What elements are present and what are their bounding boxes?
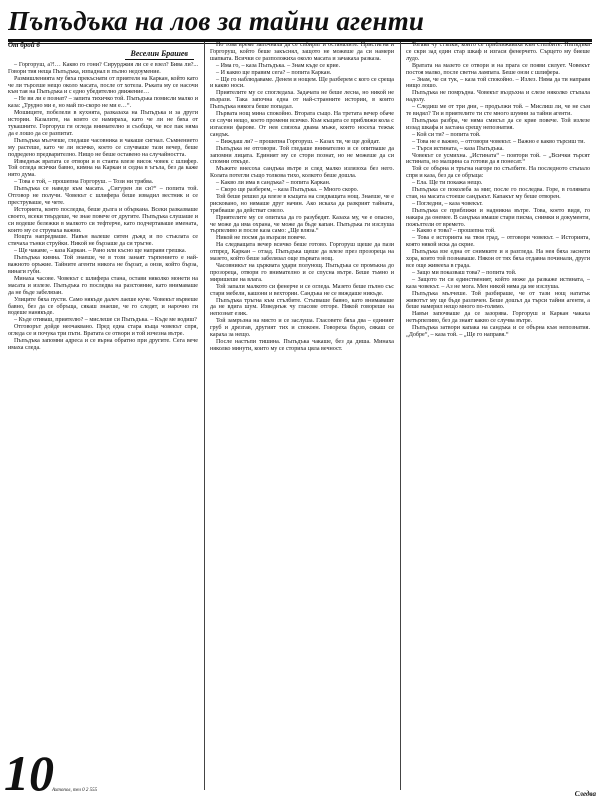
paragraph: Първата нощ мина спокойно. Втората също. На третата вечер обаче се случи нещо, което промени всичко. Към къщата се приближи кола с изгасени фарове. От нея слязоха двама мъже, които носеха тежък сандък. (210, 111, 394, 138)
paragraph: После настъпи тишина. Пъпъдъка чакаше, без да диша. Минаха няколко минути, които му се сториха цяла вечност. (210, 338, 394, 352)
paragraph: – Следиш ме от три дни, – продължи той. – Мислиш ли, че не съм те видял? Ти и приятелите ти сте много шумни за тайни агенти. (406, 104, 590, 118)
paragraph: – Това е той, – прошепна Горгоруш. – Този ни трябва. (14, 179, 154, 186)
paragraph: – Къде отиваш, приятелю? – мислеше си Пъпъдъка. – Къде ме водиш? (14, 317, 197, 324)
article-column-1 (8, 42, 198, 790)
paragraph: – Не ви ли е познат? – запита тихичко той. Пъпъдъка помисли малко и каза: „Трудно ми е, но май по-скоро не ми е…“. (8, 96, 198, 110)
footer-info: Ахтопол, тел 0 2 555 (52, 788, 98, 793)
paragraph: Минаха часове. Човекът с шлифера стана, остави няколко монети на масата и излезе. Пъпъдъка го последва на разстояние, като внимаваше да не бъде забелязан. (8, 275, 198, 296)
paragraph: – Знам, че си тук, – каза той спокойно. – Излез. Няма да ти направя нищо лошо. (406, 76, 590, 90)
paragraph: Той беше решил да влезе в къщата на следващата нощ. Знаеше, че е рисковано, но нямаше друг начин. Ако искаха да разкрият тайната, трябваше да действат смело. (210, 193, 394, 214)
paragraph: Пъпъдъка тръгна към стълбите. Стъпваше бавно, като внимаваше да не вдига шум. Изведнъж чу гласове отгоре. Някой говореше на непознат език. (210, 297, 394, 318)
paragraph: Пъпъдъка не отговори. Той гледаше внимателно и се опитваше да запомни лицата. Единият му се стори познат, но не можеше да си спомни откъде. (210, 145, 394, 166)
paragraph: По това време започнаха да се събират и останалите. Пристигна и Горгоруш, който беше закъснял, защото не можеше да си намери шапката. Всички се разположиха около масата и зачакаха разказа. (210, 42, 394, 62)
paragraph: Никой не посмя да възрази повече. (216, 235, 307, 242)
paragraph: Нощта напредваше. Навън валеше ситен дъжд и по стъклата се стичаха тънки струйки. Никой не бързаше да си тръгне. (8, 234, 198, 248)
column-2-text (210, 42, 394, 353)
paragraph: Отговорът дойде неочаквано. Пред една стара къща човекът спря, огледа се и почука три пъти. Вратата се отвори и той изчезна вътре. (8, 324, 198, 338)
paragraph: – Защо ми показваш това? – попита той. (412, 269, 517, 276)
byline-wrap (8, 48, 198, 60)
paragraph: Историята, която последва, беше дълга и объркана. Всеки разказваше своето, всеки твърдеше, че знае повече от другите. Пъпъдъка слушаше и си водеше бележки в малкото си тефтерче, като подчертаваше имената, които му се струваха важни. (8, 206, 198, 234)
paragraph: Размишленията му бяха прекъснати от приятеля на Каркан, който като че ли търсеше нещо около масата, после от хотела. Ръката му се насочи към тая на Пъпъдъка и с едно убедително движение… (8, 75, 198, 96)
article-column-2 (204, 42, 394, 790)
paragraph: Навън започваше да се зазорява. Горгоруш и Каркан чакаха нетърпеливо, без да знаят какво се случва вътре. (406, 311, 590, 325)
paragraph: – Това е историята на твоя град, – отговори човекът. – Историята, която някой иска да скрие. (406, 235, 590, 249)
paragraph: Той замръзна на място и се заслуша. Гласовете бяха два – единият груб и дрезгав, другият тих и спокоен. Говореха бързо, сякаш се караха за нещо. (210, 318, 394, 339)
paragraph: Мъжете внесоха сандъка вътре и след малко излязоха без него. Колата потегли също толкова тихо, колкото беше дошла. (210, 166, 394, 180)
source-note: От брой 6 (8, 42, 40, 49)
paragraph: – Това не е важно, – отговори човекът. – Важно е какво търсиш ти. (412, 138, 586, 145)
paragraph: – Погледни, – каза човекът. (412, 200, 483, 207)
paragraph: – Кой си ти? – попита той. (412, 131, 481, 138)
paragraph: Пъпъдъка се наведе към масата. „Сигурен ли си?“ – попита той. Отговор не получи. Човекът с шлифера беше извадил вестник и се преструваше, че чете. (8, 186, 198, 206)
paragraph: – Има го, – каза Пъпъдъка. – Знам къде се крие. (216, 62, 340, 69)
paragraph: Изведнъж вратата се отвори и в стаята влезе висок човек с шлифер. Той огледа всички бавно, кимна на Каркан и седна в ъгъла, без да каже нито дума. (8, 158, 198, 179)
paragraph: Пъпъдъка затвори капака на сандъка и се обърна към непознатия. „Добре“, – каза той. – „Ще го направя.“ (406, 325, 590, 339)
paragraph: Пъпъдъка мълчеше, гледаше часовника и чакаше сигнал. Съмнението му растеше, като че ли всичко, което се случваше тази вечер, беше подредено предварително. Нищо не беше оставено на случайността. (8, 137, 198, 158)
paragraph: Пъпъдъка се поколеба за миг, после го последва. Горе, в голямата стая, на масата стоеше сандъкът. Капакът му беше отворен. (406, 187, 590, 200)
meta-row (8, 42, 198, 49)
continued-label: Следва (574, 790, 596, 798)
paragraph: – Какво ли има в сандъка? – попита Каркан. (216, 180, 331, 187)
paragraph: – Търся истината, – каза Пъпъдъка. (412, 145, 504, 152)
paragraph: – Виждаш ли? – прошепна Горгоруш. – Казах ти, че ще дойдат. (216, 138, 380, 145)
paragraph: Приятелите му се спогледаха. Задачата не беше лесна, но никой не възрази. Така започна една от най-странните истории, в които Пъпъдъка някога беше попадал. (210, 90, 394, 111)
paragraph: Пъпъдъка запомни адреса и се върна обратно при другите. Сега вече имаха следа. (8, 338, 198, 351)
paragraph: – Скоро ще разберем, – каза Пъпъдъка. – Много скоро. (216, 187, 359, 194)
paragraph: Часовникът на църквата удари полунощ. Пъпъдъка се промъкна до прозореца, отвори го внимателно и се спусна вътре. Беше тъмно и миришеше на влага. (210, 263, 394, 283)
paragraph: Пъпъдъка разбра, че няма смисъл да се крие повече. Той излезе иззад шкафа и застана срещу непознатия. (406, 117, 590, 131)
headline: Пъпъдъка на лов за тайни агенти (8, 6, 425, 36)
paragraph: Пъпъдъка мълчеше. Той разбираше, че от тази нощ нататък животът му ще бъде различен. Беше дошъл да търси тайни агенти, а беше намерил нещо много по-голямо. (406, 290, 590, 311)
paragraph: Вратата на мазето се отвори и на прага се появи силует. Човекът постоя малко, после светна лампата. Беше онзи с шлифера. (406, 62, 590, 76)
paragraph: – И какво ще правим сега? – попита Каркан. (216, 69, 332, 76)
paragraph: Пъпъдъка кимна. Той знаеше, че в този занаят търпението е най-важното оръжие. Тайните агенти никога не бързат, а онзи, който бърза, винаги губи. (8, 255, 198, 275)
article-column-3 (400, 42, 590, 790)
paragraph: Пъпъдъка се приближи и надникна вътре. Това, което видя, го накара да онемее. В сандъка имаше стари писма, снимки и документи, пожълтели от времето. (406, 207, 590, 228)
paragraph: Той се обърна и тръгна нагоре по стълбите. На последното стъпало спря и каза, без да се обръща: (406, 166, 590, 180)
paragraph: Човекът се усмихна. „Истината“ – повтори той. – „Всички търсят истината, но малцина са готови да я понесат.“ (406, 152, 590, 166)
paragraph: Улиците бяха пусти. Само някъде далеч лаеше куче. Човекът вървеше бавно, без да се обръща, сякаш знаеше, че го следят, и нарочно ги водеше нанякъде. (8, 296, 198, 317)
author-byline: Веселин Брашев (125, 51, 194, 60)
paragraph: Той запали малкото си фенерче и се огледа. Мазето беше пълно със стари мебели, кашони и вехтории. Сандъка не се виждаше никъде. (210, 283, 394, 297)
paragraph: Тогава чу стъпки, които се приближаваха към стълбите. Пъпъдъка се скри зад един стар шкаф и изгаси фенерчето. Сърцето му биеше лудо. (406, 42, 590, 62)
paragraph: – Защото ти си единственият, който може да разкаже истината, – каза човекът. – Аз не мога. Мен никой няма да ме изслуша. (406, 276, 590, 290)
paragraph: – Ела. Ще ти покажа нещо. (412, 180, 483, 187)
paragraph: Пъпъдъка не помръдна. Човекът въздъхна и слезе няколко стъпала надолу. (406, 90, 590, 104)
article-body (8, 42, 592, 790)
paragraph: – Ще чакаме, – каза Каркан. – Рано или късно ще направи грешка. (14, 248, 187, 255)
paragraph: Мошиците, побелели в кухнята, разказаха на Пъпъдъка и за други истории. Казалите, на които се намираха, като че ли не бяха от тукашните. Горгоруш ги огледа внимателно и съобщи, че все пак няма да е лошо да се разпитат. (8, 110, 198, 137)
paragraph: На следващата вечер всичко беше готово. Горгоруш щеше да пази отпред, Каркан – отзад. Пъпъдъка щеше да влезе през прозореца на мазето, който беше забелязал още първата нощ. (210, 242, 394, 263)
paragraph: – Горгоруш, а?!… Какво го гони? Сирурджия ли се е взел? Бива ли?... Говори тия неща Пъпъдъка, изпаднал в пълно недоумение. (8, 61, 198, 75)
paragraph: Приятелите му се опитаха да го разубедят. Казаха му, че е опасно, че може да има охрана, че може да бъде капан. Пъпъдъка ги изслуша търпеливо и после каза само: „Ще вляза.“ (210, 214, 394, 235)
paragraph: Пъпъдъка взе една от снимките и я разгледа. На нея бяха заснети хора, които той познаваше. Някои от тях бяха отдавна починали, други все още живееха в града. (406, 249, 590, 269)
paragraph: – Какво е това? – прошепна той. (412, 228, 496, 235)
column-1-text (8, 62, 198, 352)
column-3-text (406, 42, 590, 339)
page-number: 10 (4, 745, 54, 800)
paragraph: – Ще го наблюдаваме. Денем и нощем. Ще разберем с кого се среща и какво носи. (210, 76, 394, 90)
